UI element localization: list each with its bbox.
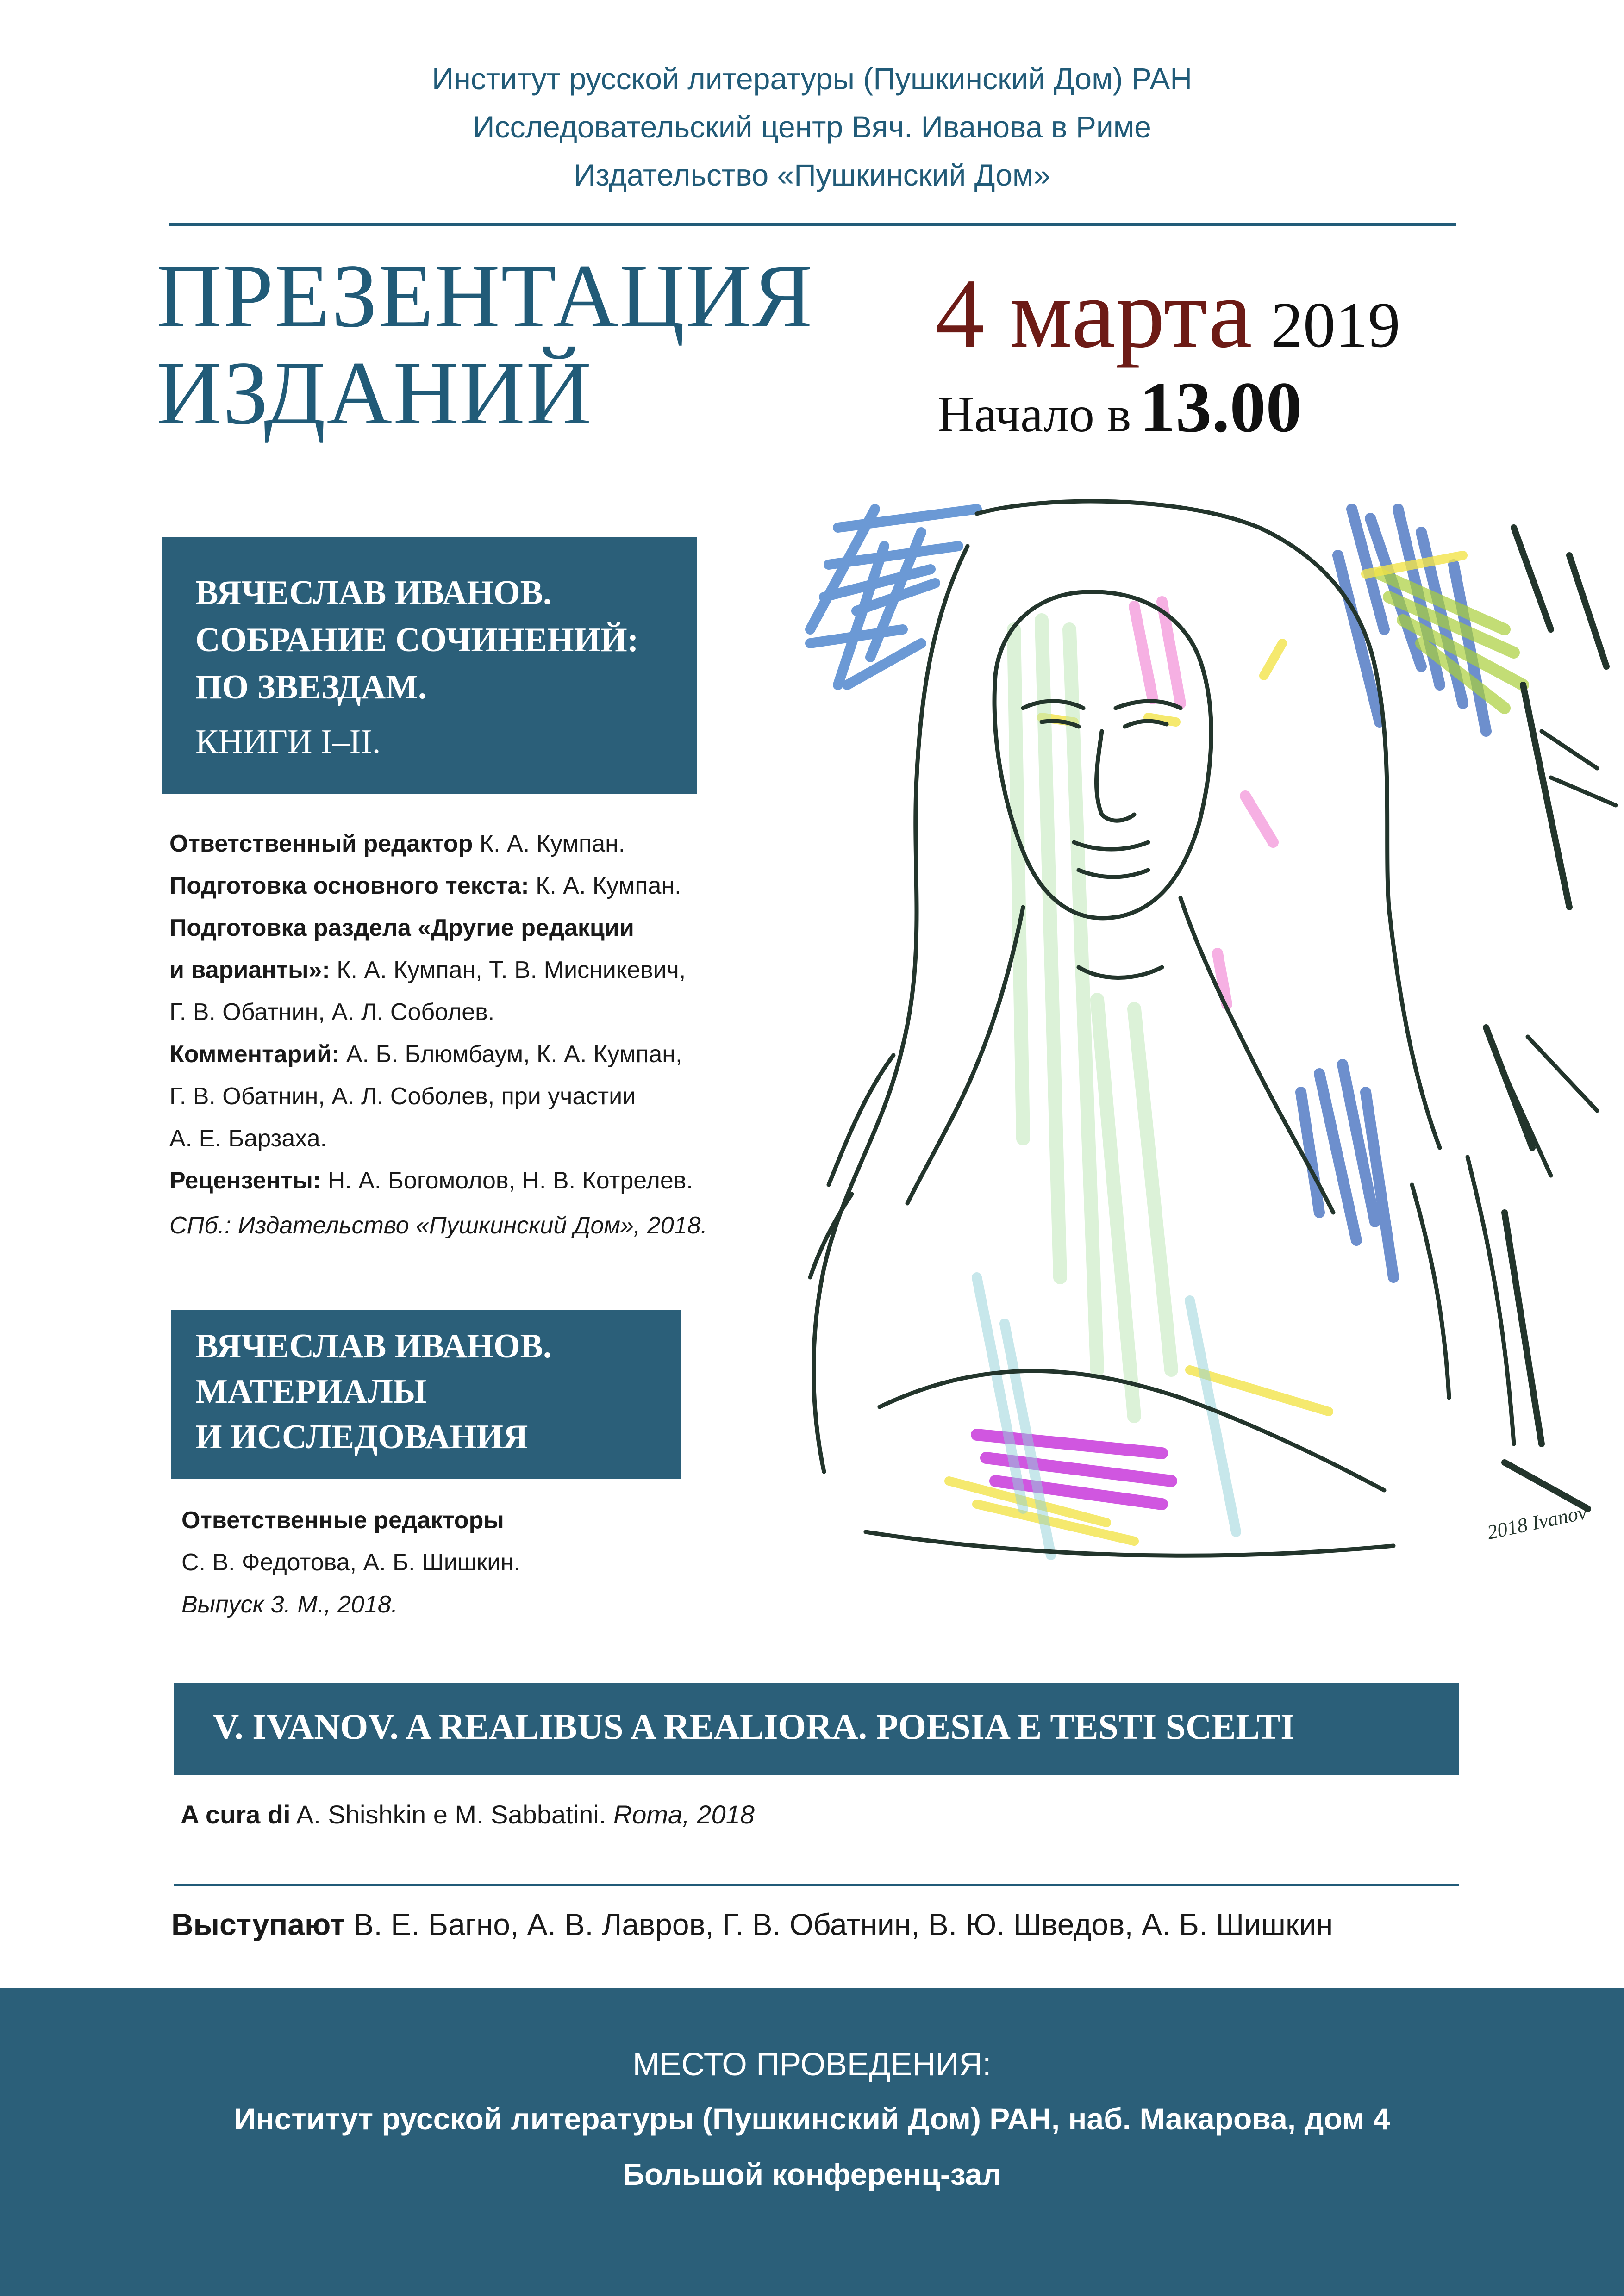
credit-line: Подготовка раздела «Другие редакции [169, 915, 634, 941]
book3-title-box [174, 1683, 1459, 1775]
header-research-center: Исследовательский центр Вяч. Иванова в Риме [473, 110, 1151, 144]
venue-hall: Большой конференц-зал [622, 2157, 1002, 2191]
credit-line: Подготовка основного текста: К. А. Кумпан. [169, 872, 681, 899]
speakers-divider [174, 1884, 1459, 1886]
book1-title-line-1: ВЯЧЕСЛАВ ИВАНОВ. [195, 574, 552, 612]
venue-footer [0, 1988, 1624, 2296]
book2-editors: С. В. Федотова, А. Б. Шишкин. [181, 1549, 521, 1576]
credit-line: Ответственный редактор К. А. Кумпан. [169, 830, 625, 857]
event-date [935, 257, 1400, 371]
page-title [156, 248, 813, 442]
book2-imprint: Выпуск 3. М., 2018. [181, 1591, 398, 1618]
book1-title-line-2: СОБРАНИЕ СОЧИНЕНИЙ: [195, 621, 639, 659]
book3-title: V. IVANOV. A REALIBUS A REALIORA. POESIA E TESTI SCELTI [213, 1706, 1295, 1747]
speakers-names: В. Е. Багно, А. В. Лавров, Г. В. Обатнин, В. Ю. Шведов, А. Б. Шишкин [345, 1907, 1333, 1941]
header [0, 55, 1624, 199]
credit-line: Комментарий: А. Б. Блюмбаум, К. А. Кумпан, [169, 1041, 682, 1068]
book3-imprint: Roma, 2018 [613, 1800, 755, 1829]
event-start-time: 13.00 [1139, 367, 1302, 447]
credit-line: А. Е. Барзаха. [169, 1125, 327, 1152]
header-institute: Институт русской литературы (Пушкинский Дом) РАН [431, 62, 1193, 96]
book3-credits [181, 1793, 755, 1836]
header-divider [169, 223, 1456, 226]
credit-line: Г. В. Обатнин, А. Л. Соболев. [169, 999, 495, 1026]
event-day-month: 4 марта [935, 259, 1252, 368]
credit-line: Г. В. Обатнин, А. Л. Соболев, при участии [169, 1083, 636, 1110]
book1-subtitle: КНИГИ I–II. [195, 723, 381, 761]
book2-title-line-1: ВЯЧЕСЛАВ ИВАНОВ. [195, 1327, 552, 1365]
speakers-label: Выступают [171, 1907, 345, 1941]
book2-title-line-2: МАТЕРИАЛЫ [195, 1373, 427, 1411]
speakers-line [171, 1907, 1333, 1942]
credit-line: и варианты»: К. А. Кумпан, Т. В. Мисникевич, [169, 957, 686, 983]
event-start-label: Начало в [937, 386, 1131, 442]
venue-heading: МЕСТО ПРОВЕДЕНИЯ: [632, 2046, 992, 2082]
title-line-2: ИЗДАНИЙ [156, 343, 593, 443]
event-year: 2019 [1270, 289, 1400, 361]
header-publisher: Издательство «Пушкинский Дом» [574, 158, 1050, 192]
venue-address: Институт русской литературы (Пушкинский Дом) РАН, наб. Макарова, дом 4 [234, 2102, 1390, 2136]
book2-title-line-3: И ИССЛЕДОВАНИЯ [195, 1418, 528, 1456]
portrait-illustration [782, 491, 1624, 1638]
book1-imprint: СПб.: Издательство «Пушкинский Дом», 2018. [169, 1212, 707, 1239]
book1-title-line-3: ПО ЗВЕЗДАМ. [195, 668, 427, 706]
book3-credit-text: A. Shishkin e M. Sabbatini. [290, 1800, 613, 1829]
book1-credits [169, 823, 707, 1247]
book1-title-box [162, 537, 697, 794]
book2-title-box [171, 1310, 681, 1479]
title-line-1: ПРЕЗЕНТАЦИЯ [156, 246, 814, 346]
artist-signature: 2018 Ivanov [1485, 1500, 1589, 1544]
book2-credits [181, 1500, 520, 1626]
pastel-strokes-blue [810, 509, 977, 685]
event-start [937, 366, 1302, 449]
book2-editors-label: Ответственные редакторы [181, 1507, 504, 1534]
credit-line: Рецензенты: Н. А. Богомолов, Н. В. Котрелев. [169, 1167, 693, 1194]
book3-credit-label: A cura di [181, 1800, 291, 1829]
